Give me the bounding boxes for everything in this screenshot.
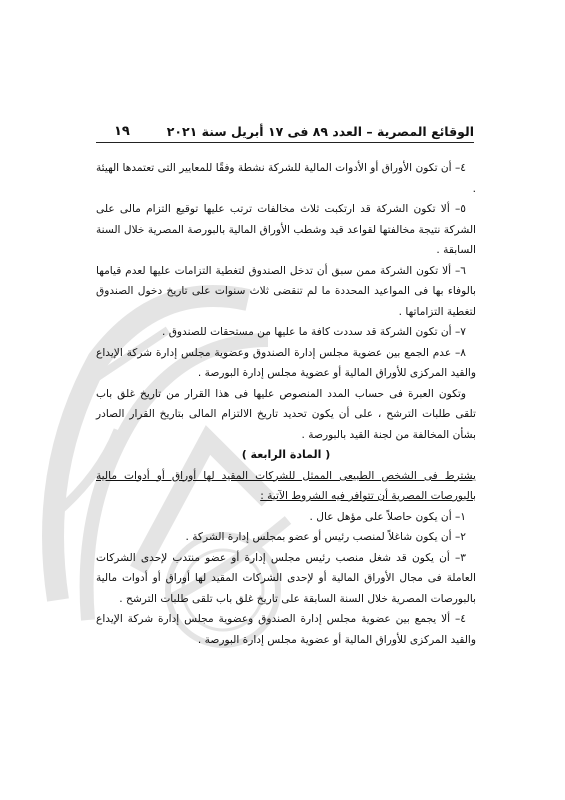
page-header [96, 124, 474, 143]
condition-item: ١– أن يكون حاصلاً على مؤهل عال . [309, 510, 466, 523]
paragraph: ٧– أن تكون الشركة قد سددت كافة ما عليها من مستحقات للصندوق . [161, 326, 466, 338]
body-text [96, 158, 476, 650]
article-intro-underlined: يشترط فى الشخص الطبيعى الممثل للشركات المقيد لها أوراق أو أدوات مالية [96, 469, 476, 482]
paragraph: ٨– عدم الجمع بين عضوية مجلس إدارة الصندوق وعضوية مجلس إدارة شركة الإيداع والقيد المركزى للأوراق المالية أو عضوية مجلس إدارة البورصة . [96, 346, 476, 379]
condition-item: ٢– أن يكون شاغلاً لمنصب رئيس أو عضو بمجلس إدارة الشركة . [185, 531, 466, 543]
paragraph: ٥– ألا تكون الشركة قد ارتكبت ثلاث مخالفات ترتب عليها توقيع التزام مالى على الشركة نتيجة مخالفتها لقواعد قيد وشطب الأوراق المالية بالبورصة المصرية خلال السنة السابقة . [96, 203, 476, 256]
article-intro [96, 466, 476, 507]
paragraph: وتكون العبرة فى حساب المدد المنصوص عليها فى هذا القرار من تاريخ غلق باب تلقى طلبات الترشح ، على أن يكون تحديد تاريخ الالتزام المالى بتاريخ القرار الصادر بشأن المخالفة من لجنة القيد بالبورصة . [96, 387, 476, 441]
condition-item: ٣– أن يكون قد شغل منصب رئيس مجلس إدارة أو عضو منتدب لإحدى الشركات العاملة فى مجال الأوراق المالية أو لإحدى الشركات المقيد لها أوراق أو أدوات مالية بالبورصات المصرية خلال السنة السابقة على تاريخ غلق باب تلقى طلبات الترشح . [96, 551, 476, 605]
paragraph: ٦– ألا تكون الشركة ممن سبق أن تدخل الصندوق لتغطية التزامات عليها لعدم قيامها بالوفاء بها فى المواعيد المحددة ما لم تنقضى ثلاث سنوات على تاريخ دخول الصندوق لتغطية التزاماتها . [96, 264, 476, 318]
article-intro-rest: بالبورصات المصرية أن تتوافر فيه الشروط الآتية : [260, 490, 476, 502]
paragraph: ٤– أن تكون الأوراق أو الأدوات المالية للشركة نشطة وفقًا للمعايير التى تعتمدها الهيئة . [96, 162, 476, 195]
page-number: ١٩ [114, 124, 130, 139]
running-title: الوقائع المصرية – العدد ٨٩ فى ١٧ أبريل سنة ٢٠٢١ [166, 124, 474, 139]
condition-item: ٤– ألا يجمع بين عضوية مجلس إدارة الصندوق وعضوية مجلس إدارة شركة الإيداع والقيد المركزى للأوراق المالية أو عضوية مجلس إدارة البورصة . [96, 613, 476, 646]
article-title: ( المادة الرابعة ) [241, 448, 331, 461]
